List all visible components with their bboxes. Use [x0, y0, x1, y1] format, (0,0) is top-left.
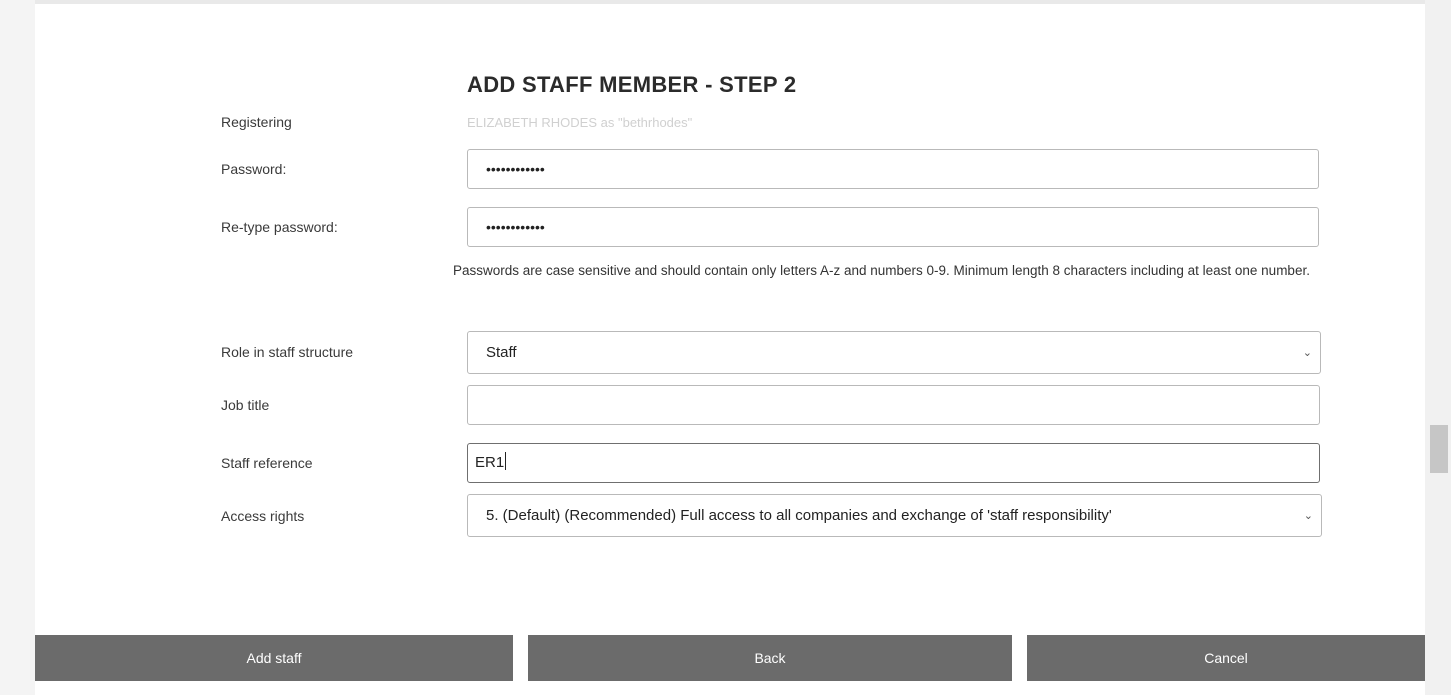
- staff-reference-value: ER1: [475, 454, 505, 471]
- registering-value: ELIZABETH RHODES as "bethrhodes": [467, 115, 693, 130]
- role-selected-value: Staff: [486, 344, 517, 361]
- password-label: Password:: [221, 161, 287, 177]
- cancel-button[interactable]: Cancel: [1027, 635, 1425, 681]
- retype-password-value: ••••••••••••: [486, 219, 545, 235]
- registering-label: Registering: [221, 114, 292, 130]
- job-title-label: Job title: [221, 397, 270, 413]
- chevron-down-icon: ⌄: [1302, 347, 1312, 359]
- page-title: ADD STAFF MEMBER - STEP 2: [467, 72, 797, 97]
- back-button[interactable]: Back: [528, 635, 1012, 681]
- chevron-down-icon: ⌄: [1303, 510, 1313, 522]
- scrollbar-thumb[interactable]: [1430, 425, 1448, 473]
- top-divider: [35, 0, 1425, 4]
- access-rights-selected-value: 5. (Default) (Recommended) Full access to all companies and exchange of 'staff responsibility': [486, 507, 1112, 524]
- text-caret: [505, 452, 506, 470]
- job-title-field[interactable]: [467, 385, 1320, 425]
- scrollbar-track[interactable]: [1425, 0, 1451, 695]
- staff-reference-field[interactable]: [467, 443, 1320, 483]
- password-hint: Passwords are case sensitive and should contain only letters A-z and numbers 0-9. Minimum length 8 characters including at least one number.: [453, 263, 1310, 278]
- role-select[interactable]: [467, 331, 1321, 374]
- retype-password-field[interactable]: [467, 207, 1319, 247]
- staff-reference-label: Staff reference: [221, 455, 313, 471]
- retype-password-label: Re-type password:: [221, 219, 338, 235]
- password-field[interactable]: [467, 149, 1319, 189]
- add-staff-button[interactable]: Add staff: [35, 635, 513, 681]
- password-value: ••••••••••••: [486, 161, 545, 177]
- access-rights-label: Access rights: [221, 508, 305, 524]
- role-label: Role in staff structure: [221, 344, 354, 360]
- access-rights-select[interactable]: [467, 494, 1322, 537]
